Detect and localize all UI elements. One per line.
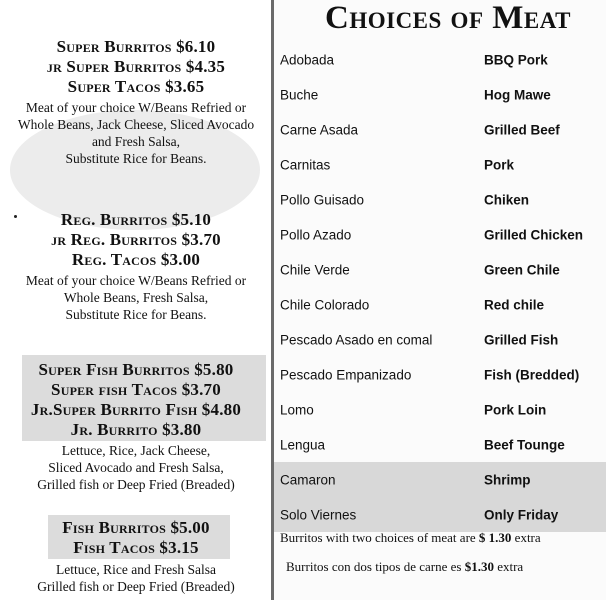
note-spanish-tail: extra [497, 559, 524, 574]
note-english-text: Burritos with two choices of meat are [280, 530, 476, 545]
reg-tacos-price: Reg. Tacos $3.00 [71, 250, 201, 269]
meat-translation: Beef Tounge [484, 437, 565, 452]
regular-burritos-block [2, 210, 270, 323]
regular-description-line: Whole Beans, Fresh Salsa, [63, 290, 209, 305]
meat-row [274, 287, 606, 322]
note-english-tail: extra [514, 530, 541, 545]
fish-block [2, 518, 270, 595]
meat-row [274, 357, 606, 392]
meat-name: Carnitas [280, 157, 331, 172]
meat-row [274, 252, 606, 287]
meat-name: Adobada [280, 52, 335, 67]
meat-name: Pollo Guisado [280, 192, 365, 207]
meat-row [274, 392, 606, 427]
meat-translation: BBQ Pork [484, 52, 548, 67]
super-fish-description-line: Sliced Avocado and Fresh Salsa, [48, 460, 224, 475]
jr-super-burrito-fish-price: Jr.Super Burrito Fish $4.80 [30, 400, 242, 419]
meat-name: Buche [280, 87, 319, 102]
meat-choices-column [274, 0, 606, 600]
two-meats-note-spanish [286, 559, 523, 575]
meat-row [274, 42, 606, 77]
jr-burrito-price: Jr. Burrito $3.80 [70, 420, 202, 439]
super-description-line: Whole Beans, Jack Cheese, Sliced Avocado [17, 117, 255, 132]
super-tacos-price: Super Tacos $3.65 [67, 77, 205, 96]
meat-translation: Hog Mawe [484, 87, 551, 102]
super-fish-description-line: Grilled fish or Deep Fried (Breaded) [37, 477, 235, 492]
meat-translation: Grilled Beef [484, 122, 560, 137]
super-description-line: and Fresh Salsa, [91, 134, 181, 149]
super-burritos-block [2, 37, 270, 167]
fish-description-line: Grilled fish or Deep Fried (Breaded) [37, 579, 235, 594]
meat-name: Carne Asada [280, 122, 359, 137]
meat-name: Chile Colorado [280, 297, 370, 312]
regular-description-line: Substitute Rice for Beans. [65, 307, 207, 322]
super-description-line: Substitute Rice for Beans. [65, 151, 207, 166]
super-burritos-price: Super Burritos $6.10 [56, 37, 216, 56]
fish-burritos-price: Fish Burritos $5.00 [62, 518, 210, 537]
meat-translation: Pork Loin [484, 402, 547, 417]
regular-description-line: Meat of your choice W/Beans Refried or [25, 273, 247, 288]
meat-row [274, 217, 606, 252]
meat-name: Solo Viernes [280, 507, 357, 522]
super-fish-block [2, 360, 270, 493]
meat-translation: Only Friday [484, 507, 559, 522]
meat-row [274, 462, 606, 497]
super-fish-description-line: Lettuce, Rice, Jack Cheese, [61, 443, 211, 458]
meat-translation: Green Chile [484, 262, 560, 277]
meat-name: Lomo [280, 402, 314, 417]
meat-name: Camaron [280, 472, 336, 487]
burrito-price-column [0, 0, 270, 600]
reg-burritos-price: Reg. Burritos $5.10 [60, 210, 212, 229]
note-english-price: $ 1.30 [478, 530, 512, 545]
meat-translation: Pork [484, 157, 515, 172]
two-meats-note-english [280, 530, 541, 546]
fish-tacos-price: Fish Tacos $3.15 [73, 538, 199, 557]
meat-name: Chile Verde [280, 262, 350, 277]
meat-translation: Grilled Fish [484, 332, 559, 347]
meat-translation: Fish (Bredded) [484, 367, 580, 382]
meat-translation: Chiken [484, 192, 530, 207]
super-fish-burritos-price: Super Fish Burritos $5.80 [38, 360, 234, 379]
meat-name: Pollo Azado [280, 227, 352, 242]
meat-row [274, 427, 606, 462]
jr-super-burritos-price: jr Super Burritos $4.35 [46, 57, 226, 76]
choices-of-meat-title: Choices of Meat [325, 0, 571, 36]
meat-row [274, 77, 606, 112]
meat-row [274, 322, 606, 357]
meat-row [274, 497, 606, 532]
meat-row [274, 182, 606, 217]
meat-translation: Grilled Chicken [484, 227, 584, 242]
note-spanish-price: $1.30 [464, 559, 494, 574]
meat-name: Lengua [280, 437, 326, 452]
jr-reg-burritos-price: jr Reg. Burritos $3.70 [51, 230, 221, 249]
meat-name: Pescado Asado en comal [280, 332, 433, 347]
meat-row [274, 147, 606, 182]
super-fish-tacos-price: Super fish Tacos $3.70 [51, 380, 221, 399]
meat-name: Pescado Empanizado [280, 367, 412, 382]
fish-description-line: Lettuce, Rice and Fresh Salsa [55, 562, 217, 577]
meat-translation: Shrimp [484, 472, 531, 487]
meat-translation: Red chile [484, 297, 545, 312]
note-spanish-text: Burritos con dos tipos de carne es [286, 559, 462, 574]
meat-row [274, 112, 606, 147]
super-description-line: Meat of your choice W/Beans Refried or [25, 100, 247, 115]
